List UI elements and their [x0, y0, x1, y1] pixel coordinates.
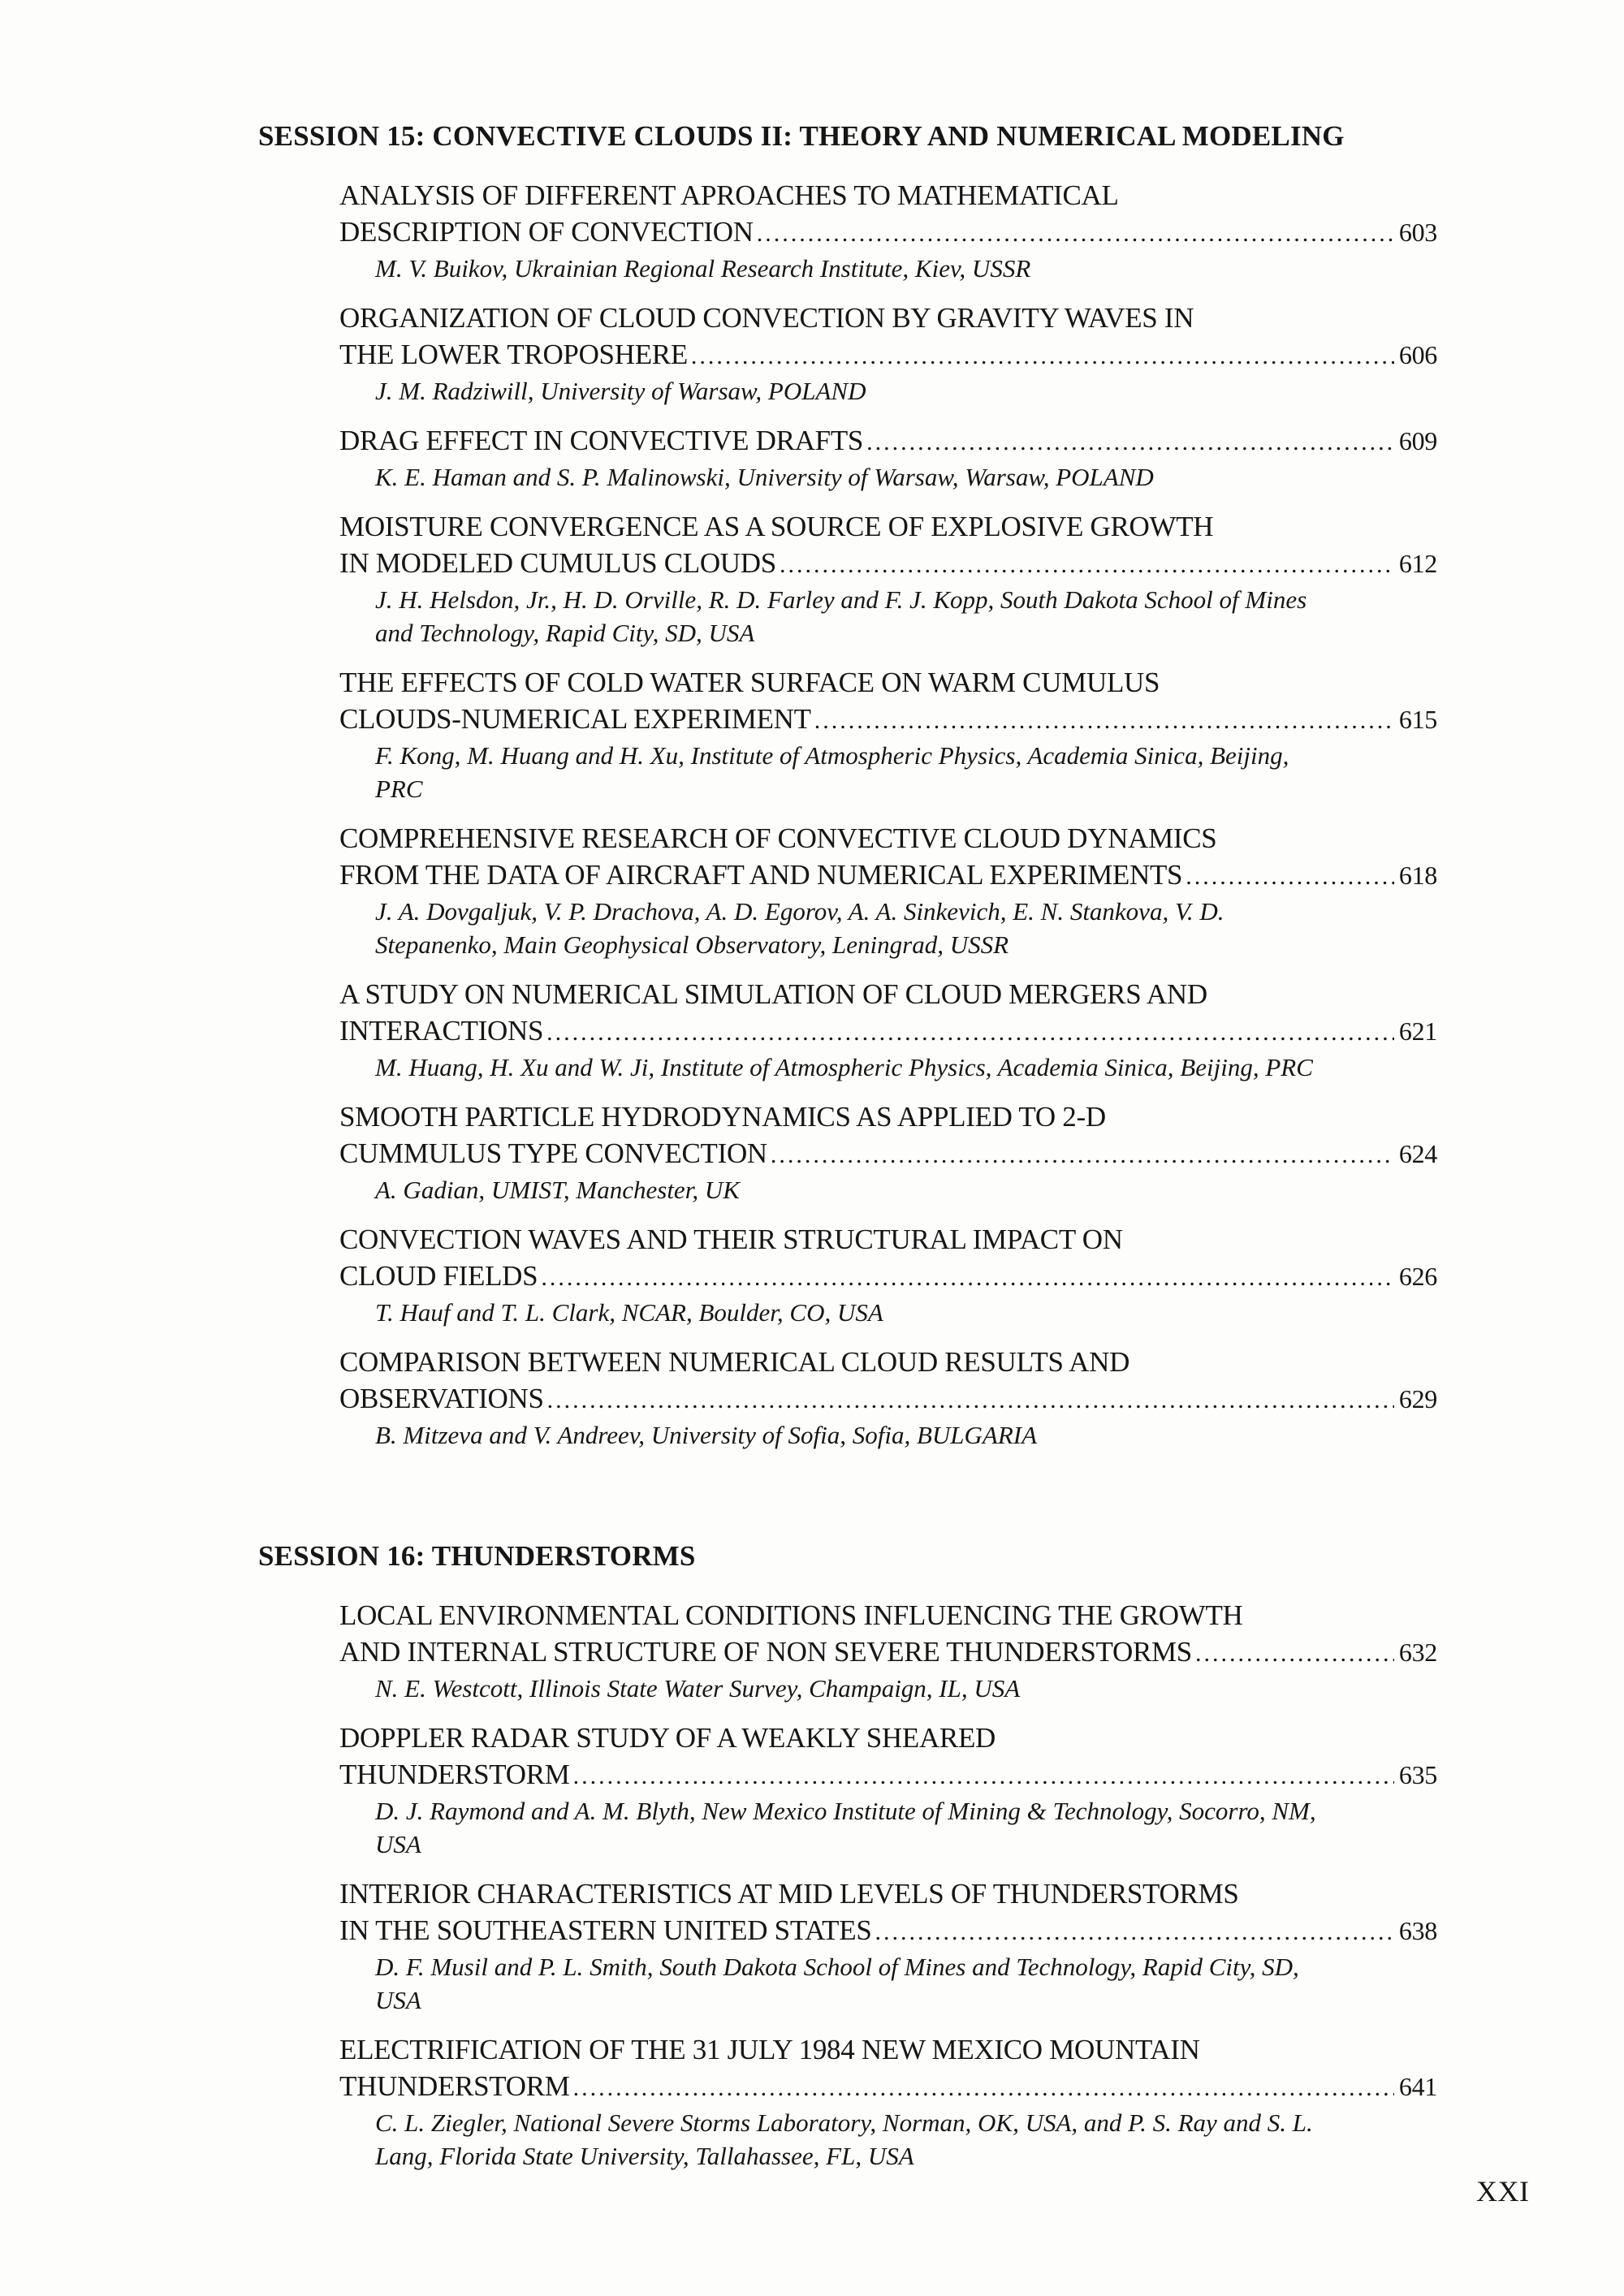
- toc-entry: [339, 1221, 1437, 1329]
- entry-title-line: [339, 336, 1437, 374]
- entry-page-number: 632: [1398, 1638, 1437, 1667]
- entry-title-line: [339, 422, 1437, 460]
- entry-authors: M. V. Buikov, Ukrainian Regional Research Institute, Kiev, USSR: [375, 254, 1031, 283]
- entry-title-text: FROM THE DATA OF AIRCRAFT AND NUMERICAL EXPERIMENTS: [339, 859, 1183, 891]
- entry-title-text: DRAG EFFECT IN CONVECTIVE DRAFTS: [339, 425, 864, 456]
- toc-entry: [339, 1720, 1437, 1861]
- toc-entry: [339, 976, 1437, 1084]
- entry-title-line: THE EFFECTS OF COLD WATER SURFACE ON WARM CUMULUS: [339, 667, 1160, 698]
- dot-leader: [814, 702, 1394, 739]
- entry-title-line: ANALYSIS OF DIFFERENT APROACHES TO MATHEMATICAL: [339, 179, 1119, 211]
- dot-leader: [1186, 858, 1394, 895]
- dot-leader: [757, 215, 1394, 252]
- entry-list: [339, 1597, 1437, 2173]
- entry-title-line: [339, 1135, 1437, 1173]
- entry-title-line: [339, 2068, 1437, 2106]
- entry-title-text: IN MODELED CUMULUS CLOUDS: [339, 547, 776, 579]
- toc-entry: [339, 2031, 1437, 2173]
- session-15: [258, 120, 1436, 1466]
- entry-title-line: [339, 1912, 1437, 1950]
- entry-title-line: LOCAL ENVIRONMENTAL CONDITIONS INFLUENCING THE GROWTH: [339, 1599, 1243, 1631]
- entry-authors: A. Gadian, UMIST, Manchester, UK: [375, 1176, 740, 1204]
- entry-title-line: MOISTURE CONVERGENCE AS A SOURCE OF EXPLOSIVE GROWTH: [339, 511, 1214, 542]
- toc-entry: [339, 177, 1437, 285]
- entry-title-text: IN THE SOUTHEASTERN UNITED STATES: [339, 1914, 872, 1946]
- entry-authors: N. E. Westcott, Illinois State Water Survey, Champaign, IL, USA: [375, 1674, 1021, 1703]
- dot-leader: [573, 2069, 1394, 2106]
- entry-page-number: 629: [1398, 1384, 1437, 1413]
- entry-title-line: [339, 1012, 1437, 1051]
- dot-leader: [780, 546, 1394, 583]
- entry-title-text: INTERACTIONS: [339, 1015, 544, 1047]
- toc-entry: [339, 300, 1437, 408]
- entry-title-line: [339, 1634, 1437, 1672]
- entry-title-line: [339, 1258, 1437, 1296]
- entry-authors: J. M. Radziwill, University of Warsaw, POLAND: [375, 377, 866, 405]
- entry-title-line: ELECTRIFICATION OF THE 31 JULY 1984 NEW MEXICO MOUNTAIN: [339, 2034, 1200, 2065]
- dot-leader: [691, 338, 1394, 374]
- entry-authors: K. E. Haman and S. P. Malinowski, University of Warsaw, Warsaw, POLAND: [375, 463, 1154, 491]
- entry-title-text: OBSERVATIONS: [339, 1383, 544, 1414]
- entry-title-line: A STUDY ON NUMERICAL SIMULATION OF CLOUD MERGERS AND: [339, 978, 1207, 1010]
- entry-title-line: [339, 701, 1437, 739]
- entry-page-number: 618: [1398, 861, 1437, 890]
- dot-leader: [573, 1758, 1394, 1794]
- dot-leader: [875, 1914, 1394, 1950]
- entry-title-text: DESCRIPTION OF CONVECTION: [339, 216, 754, 248]
- page-number: XXI: [1476, 2175, 1530, 2208]
- entry-title-text: CLOUDS-NUMERICAL EXPERIMENT: [339, 703, 811, 735]
- entry-title-text: THE LOWER TROPOSHERE: [339, 339, 688, 370]
- entry-page-number: 624: [1398, 1139, 1437, 1168]
- entry-page-number: 641: [1398, 2072, 1437, 2101]
- entry-title-line: INTERIOR CHARACTERISTICS AT MID LEVELS OF THUNDERSTORMS: [339, 1878, 1239, 1910]
- entry-title-line: ORGANIZATION OF CLOUD CONVECTION BY GRAVITY WAVES IN: [339, 302, 1194, 334]
- entry-list: [339, 177, 1437, 1452]
- toc-entry: [339, 820, 1437, 961]
- entry-authors: D. J. Raymond and A. M. Blyth, New Mexico Institute of Mining & Technology, Socorro, NM, USA: [375, 1797, 1316, 1858]
- entry-page-number: 603: [1398, 218, 1437, 247]
- entry-title-text: CUMMULUS TYPE CONVECTION: [339, 1137, 767, 1169]
- entry-authors: J. H. Helsdon, Jr., H. D. Orville, R. D. Farley and F. J. Kopp, South Dakota School of Mines and Technology, Rapid City, SD, USA: [375, 585, 1307, 647]
- entry-authors: T. Hauf and T. L. Clark, NCAR, Boulder, CO, USA: [375, 1298, 883, 1327]
- entry-page-number: 621: [1398, 1016, 1437, 1046]
- entry-page-number: 626: [1398, 1262, 1437, 1291]
- toc-entry: [339, 1875, 1437, 2017]
- entry-page-number: 638: [1398, 1916, 1437, 1945]
- dot-leader: [547, 1382, 1394, 1418]
- toc-entry: [339, 508, 1437, 650]
- entry-title-line: [339, 857, 1437, 895]
- entry-authors: C. L. Ziegler, National Severe Storms Laboratory, Norman, OK, USA, and P. S. Ray and S. L. Lang, Florida State University, Tallahassee, FL, USA: [375, 2108, 1313, 2170]
- toc-entry: [339, 422, 1437, 494]
- dot-leader: [1195, 1635, 1394, 1672]
- entry-title-line: [339, 545, 1437, 583]
- entry-title-line: [339, 214, 1437, 252]
- entry-title-line: SMOOTH PARTICLE HYDRODYNAMICS AS APPLIED TO 2-D: [339, 1101, 1106, 1133]
- entry-page-number: 612: [1398, 549, 1437, 578]
- entry-title-line: CONVECTION WAVES AND THEIR STRUCTURAL IMPACT ON: [339, 1224, 1123, 1255]
- entry-page-number: 615: [1398, 705, 1437, 734]
- entry-page-number: 609: [1398, 426, 1437, 455]
- entry-title-line: [339, 1380, 1437, 1418]
- entry-title-text: THUNDERSTORM: [339, 1759, 570, 1790]
- dot-leader: [771, 1137, 1394, 1173]
- entry-authors: F. Kong, M. Huang and H. Xu, Institute of Atmospheric Physics, Academia Sinica, Beijing, PRC: [375, 741, 1289, 803]
- entry-title-text: THUNDERSTORM: [339, 2070, 570, 2102]
- entry-authors: B. Mitzeva and V. Andreev, University of Sofia, Sofia, BULGARIA: [375, 1421, 1038, 1449]
- entry-authors: D. F. Musil and P. L. Smith, South Dakota School of Mines and Technology, Rapid City, SD, USA: [375, 1953, 1299, 2014]
- entry-title-line: [339, 1756, 1437, 1794]
- dot-leader: [546, 1014, 1394, 1051]
- entry-authors: M. Huang, H. Xu and W. Ji, Institute of Atmospheric Physics, Academia Sinica, Beijing, PRC: [375, 1053, 1313, 1081]
- toc-entry: [339, 1597, 1437, 1705]
- entry-title-line: DOPPLER RADAR STUDY OF A WEAKLY SHEARED: [339, 1722, 996, 1754]
- entry-page-number: 606: [1398, 340, 1437, 369]
- dot-leader: [866, 424, 1394, 460]
- entry-title-text: CLOUD FIELDS: [339, 1260, 538, 1292]
- session-title: SESSION 16: THUNDERSTORMS: [258, 1540, 696, 1572]
- entry-page-number: 635: [1398, 1760, 1437, 1789]
- toc-entry: [339, 1098, 1437, 1206]
- entry-authors: J. A. Dovgaljuk, V. P. Drachova, A. D. Egorov, A. A. Sinkevich, E. N. Stankova, V. D. Stepanenko, Main Geophysical Observatory, Leningrad, USSR: [375, 897, 1224, 959]
- entry-title-line: COMPARISON BETWEEN NUMERICAL CLOUD RESULTS AND: [339, 1346, 1130, 1378]
- dot-leader: [541, 1259, 1394, 1296]
- toc-entry: [339, 1344, 1437, 1452]
- entry-title-text: AND INTERNAL STRUCTURE OF NON SEVERE THUNDERSTORMS: [339, 1636, 1192, 1668]
- session-16: [258, 1540, 1436, 2187]
- entry-title-line: COMPREHENSIVE RESEARCH OF CONVECTIVE CLOUD DYNAMICS: [339, 822, 1217, 854]
- toc-entry: [339, 664, 1437, 805]
- session-title: SESSION 15: CONVECTIVE CLOUDS II: THEORY AND NUMERICAL MODELING: [258, 120, 1345, 152]
